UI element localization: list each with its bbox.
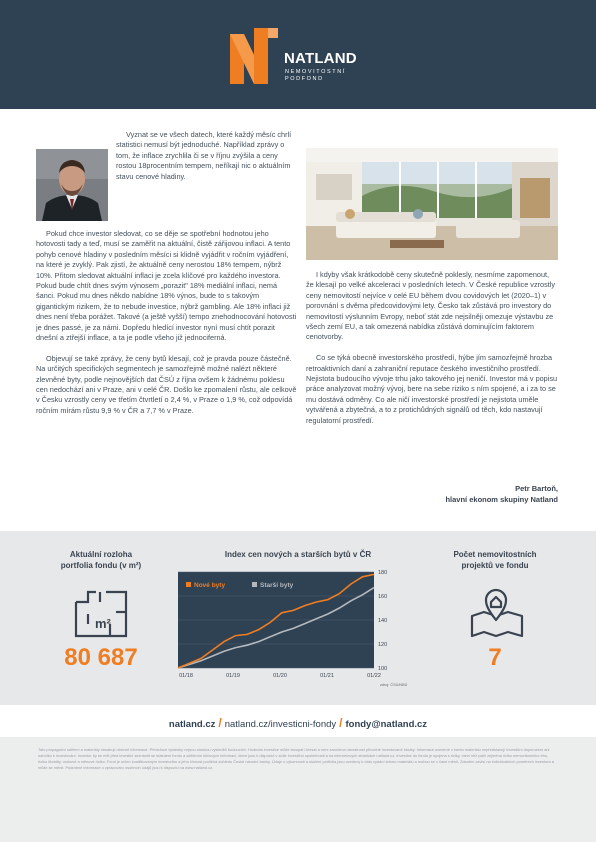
website-link[interactable]: natland.cz	[168, 719, 216, 730]
brand-sub-2: PODFOND	[285, 76, 324, 82]
map-location-icon	[468, 586, 526, 640]
portfolio-area-value: 80 687	[64, 644, 138, 671]
chart-source-note: zdroj: ČSÚ/NBÚ	[380, 683, 408, 687]
funds-link[interactable]: natland.cz/investicni-fondy	[224, 719, 337, 730]
price-index-chart	[174, 570, 424, 690]
project-count-title	[420, 550, 570, 571]
portfolio-area-title-line-1: Aktuální rozloha	[69, 550, 133, 559]
signature-role: hlavní ekonom skupiny Natland	[445, 495, 558, 504]
chart-x-tick-label: 01/22	[367, 673, 381, 679]
chart-y-tick-label: 140	[378, 618, 388, 624]
natland-n-mark-icon	[228, 26, 280, 86]
article-right-column	[306, 270, 558, 436]
chart-legend-label: Starší byty	[260, 582, 294, 589]
right-paragraph-1: I kdyby však krátkodobě ceny skutečně poklesly, nesmíme zapomenout, že klesají po velké akceleraci v posledních letech. V České republice vzrostly ceny nemovitostí nejvíce v celé EU během dvou covidových let (2020–1) v porovnání s dvěma předcovidovými lety. Česko tak zůstává pro investory do nemovitostí výslunním Evropy, neboť stát zde nejsilněji omezuje výstavbu ze všech zemí EU, a tak omezená nabídka zůstává dominujícím faktorem cenotvorby.	[306, 270, 556, 342]
brand-sub-1: NEMOVITOSTNÍ	[285, 69, 346, 75]
separator-slash: /	[218, 716, 222, 730]
page-header	[0, 0, 596, 109]
project-count-value: 7	[488, 644, 502, 671]
floor-plan-icon-label: m²	[95, 616, 111, 631]
chart-legend-swatch	[252, 582, 257, 587]
intro-paragraph: Vyznat se ve všech datech, které každý měsíc chrlí statistici nemusí být jednoduché. Například zprávy o tom, že inflace zrychlila či se v říjnu zvýšila a ceny rostou 18procentním tempem, neříkají nic o aktuálním stavu cenové hladiny.	[116, 130, 292, 181]
separator-slash: /	[339, 716, 343, 730]
signature-name: Petr Bartoň,	[515, 484, 558, 493]
chart-x-tick-label: 01/21	[320, 673, 334, 679]
author-photo	[36, 149, 108, 221]
left-paragraph-2: Objevují se také zprávy, že ceny bytů klesají, což je pravda pouze částečně. Na určitých specifických segmentech je samozřejmě možné nalézt některé zlevněné byty, podle nejnovějších dat ČSÚ z října ovšem k žádnému poklesu cen nedochází ani v Praze, ani v celé ČR. Došlo ke zpomalení růstu, ale celkově v Česku vzrostly ceny ve třetím čtvrtletí o 2,4 %, v Praze o 1,9 %, což odpovídá ročním mírám růstu 9,9 % v ČR a 7,7 % v Praze.	[36, 353, 297, 415]
chart-y-tick-label: 100	[378, 666, 388, 672]
chart-x-tick-label: 01/18	[179, 673, 193, 679]
chart-x-tick-label: 01/20	[273, 673, 287, 679]
right-paragraph-2: Co se týká obecně investorského prostředí, hýbe jím samozřejmě hrozba retroaktivních daní a zahraniční reputace českého investičního prostředí. Nejistota budoucího vývoje trhu jako takového jej neničí. Investor má v popisu práce analyzovat možný vývoj, bere na sebe riziko s ním spojené, a i za to se mu dostává odměny. Co ale ničí investorské prostředí je nejistota uměle vytvářená a zbytečná, a to z protichůdných signálů od těch, kdo nastavují regulatorní prostředí.	[306, 353, 558, 425]
floor-plan-icon	[72, 588, 130, 640]
project-count-title-line-2: projektů ve fondu	[461, 560, 529, 570]
project-count-title-line-1: Počet nemovitostních	[453, 550, 537, 559]
chart-x-tick-label: 01/19	[226, 673, 240, 679]
price-index-title: Index cen nových a starších bytů v ČR	[224, 550, 372, 559]
portfolio-area-title-line-2: portfolia fondu (v m²)	[60, 560, 142, 570]
disclaimer-text: Tato propagační sdělení a materiály obsahují obecné informace. Předchozí výsledky nejsou zárukou výsledků budoucích. Hodnota investice může stoupat i klesat a není zaručena návratnost původně investované částky. Informace uvedené v tomto materiálu nepředstavují investiční doporučení ani nabídku k investování. Investor by se měl před investicí seznámit se statutem fondu a sdělením klíčových informací, které jsou k dispozici v sídle investiční společnosti a na internetových stránkách natland.cz. Investice do fondu je spojena s riziky, mezi něž patří zejména riziko nemovitostního trhu, riziko likvidity, úrokové a měnové riziko. Fond je určen kvalifikovaným investorům a jeho činnost podléhá dohledu České národní banky. Údaje o výkonnosti a složení portfolia jsou uvedeny k datu vydání tohoto materiálu a mohou se v čase měnit. Zdanění závisí na individuálních poměrech investora a může se měnit. Podrobné informace o zpracování osobních údajů jsou k dispozici na www.natland.cz.	[38, 747, 554, 770]
chart-y-tick-label: 180	[378, 570, 388, 576]
left-paragraph-1: Pokud chce investor sledovat, co se děje se spotřební hodnotou jeho hotovosti tady a teď, musí se zaměřit na aktuální, čistě zářijovou inflaci. A tento pohyb cenové hladiny v posledním měsíci si klidně vyjádřit v ročním vyjádření, na které je zvyklý. Pak zjistí, že aktuálně ceny nerostou 18% tempem, nýbrž 10%. Přitom sledovat aktuální inflaci je zcela klíčové pro každého investora. Pokud bude chtít dnes svým výnosem „porazit" 18% mediální inflaci, nemá šanci. Pokud mu dnes někdo nabídne 18% výnos, bude to s takovým gigantickým rizikem, že to nebude investice, nýbrž gambling. Ale 18% inflaci již dnes není třeba porážet. Takové (a ještě vyšší) tempo znehodnocování hotovosti je dnes passé, je za námi. Dopředu hledící investor nyní musí chtít porazit dnešní a ztřejší inflace, a ta je podle všeho již jednociferná.	[36, 229, 297, 343]
article-intro	[116, 130, 292, 182]
author-signature	[306, 483, 558, 505]
contact-line	[0, 716, 596, 730]
chart-legend-swatch	[186, 582, 191, 587]
disclaimer-box	[0, 737, 596, 842]
natland-logo[interactable]	[228, 26, 368, 86]
interior-photo	[306, 148, 558, 260]
portfolio-area-title	[26, 550, 176, 571]
chart-y-tick-label: 120	[378, 642, 388, 648]
chart-y-tick-label: 160	[378, 594, 388, 600]
email-link[interactable]: fondy@natland.cz	[345, 719, 428, 730]
chart-legend-label: Nové byty	[194, 582, 226, 589]
article-left-column	[36, 229, 298, 427]
brand-name: NATLAND	[284, 50, 357, 67]
